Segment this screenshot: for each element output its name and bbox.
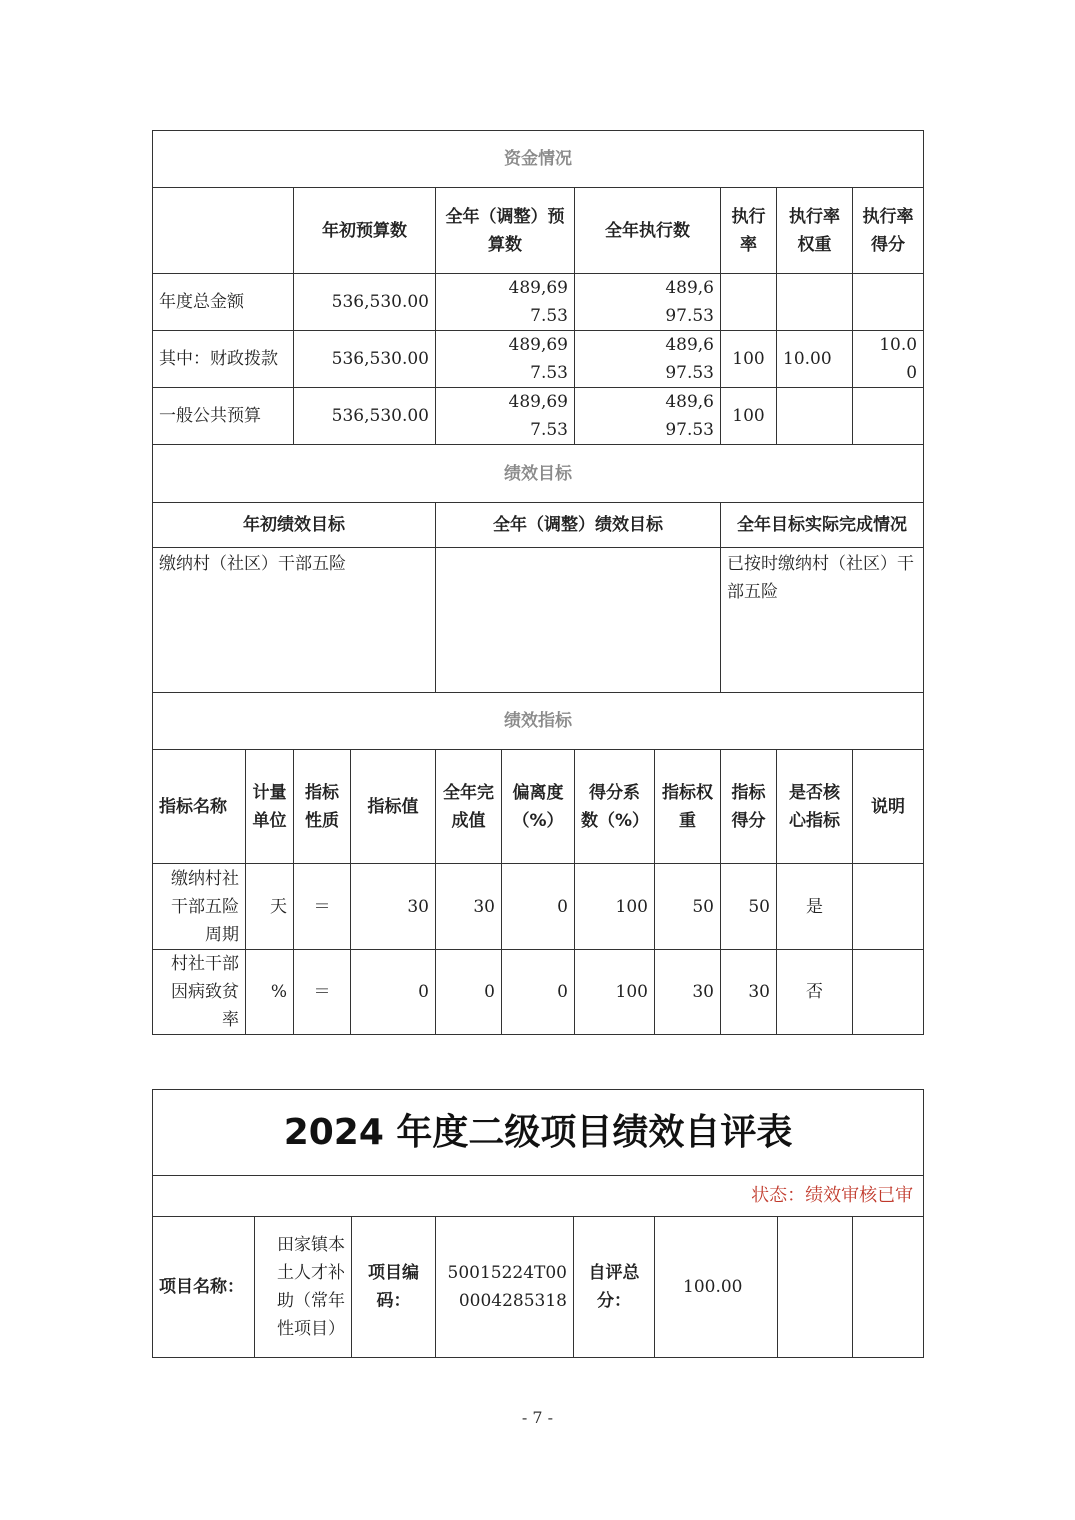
funds-row-weight: 10.00 (777, 331, 853, 388)
project-code-label: 项目编码： (352, 1217, 436, 1358)
table-row (153, 950, 924, 1035)
goals-header-initial: 年初绩效目标 (153, 503, 436, 548)
ind-row-note (853, 864, 924, 950)
indicators-section-title: 绩效指标 (153, 693, 924, 750)
funds-row-rate (721, 274, 777, 331)
funds-row-executed: 489,697.53 (575, 331, 721, 388)
project-code: 50015224T000004285318 (436, 1217, 574, 1358)
funds-row-initial: 536,530.00 (294, 274, 436, 331)
funds-row-weight (777, 388, 853, 445)
ind-header-completed: 全年完成值 (436, 750, 502, 864)
ind-row-completed: 0 (436, 950, 502, 1035)
funds-header-blank (153, 188, 294, 274)
blank-cell (853, 1217, 924, 1358)
ind-row-core: 否 (777, 950, 853, 1035)
ind-row-core: 是 (777, 864, 853, 950)
goals-adjusted (436, 548, 721, 693)
ind-row-value: 0 (351, 950, 436, 1035)
total-score: 100.00 (655, 1217, 778, 1358)
ind-row-deviation: 0 (502, 950, 575, 1035)
table-row (153, 274, 924, 331)
ind-header-name: 指标名称 (153, 750, 246, 864)
ind-row-unit: % (246, 950, 294, 1035)
ind-row-unit: 天 (246, 864, 294, 950)
funds-row-adjusted: 489,697.53 (436, 388, 575, 445)
ind-row-coef: 100 (575, 950, 655, 1035)
funds-row-rate: 100 (721, 331, 777, 388)
ind-row-name: 缴纳村社干部五险周期 (153, 864, 246, 950)
funds-row-label: 其中：财政拨款 (153, 331, 294, 388)
status-badge: 状态：绩效审核已审 (153, 1176, 924, 1217)
ind-row-deviation: 0 (502, 864, 575, 950)
funds-row-label: 一般公共预算 (153, 388, 294, 445)
ind-row-score: 50 (721, 864, 777, 950)
blank-cell (778, 1217, 853, 1358)
funds-header-weight: 执行率权重 (777, 188, 853, 274)
goals-actual: 已按时缴纳村（社区）干部五险 (721, 548, 924, 693)
ind-row-weight: 50 (655, 864, 721, 950)
funds-row-weight (777, 274, 853, 331)
ind-row-score: 30 (721, 950, 777, 1035)
evaluation-table (152, 130, 924, 1035)
table-row (153, 388, 924, 445)
funds-row-adjusted: 489,697.53 (436, 331, 575, 388)
funds-row-score (853, 274, 924, 331)
ind-header-nature: 指标性质 (294, 750, 351, 864)
funds-row-adjusted: 489,697.53 (436, 274, 575, 331)
ind-row-nature: ＝ (294, 950, 351, 1035)
funds-row-executed: 489,697.53 (575, 388, 721, 445)
funds-row-score (853, 388, 924, 445)
ind-header-score: 指标得分 (721, 750, 777, 864)
ind-header-coef: 得分系数（%） (575, 750, 655, 864)
form-title: 2024 年度二级项目绩效自评表 (153, 1090, 924, 1176)
ind-row-weight: 30 (655, 950, 721, 1035)
funds-section-title: 资金情况 (153, 131, 924, 188)
funds-row-initial: 536,530.00 (294, 388, 436, 445)
ind-header-note: 说明 (853, 750, 924, 864)
table-row (153, 864, 924, 950)
ind-row-name: 村社干部因病致贫率 (153, 950, 246, 1035)
ind-row-note (853, 950, 924, 1035)
goals-header-actual: 全年目标实际完成情况 (721, 503, 924, 548)
funds-row-label: 年度总金额 (153, 274, 294, 331)
ind-row-nature: ＝ (294, 864, 351, 950)
ind-header-unit: 计量单位 (246, 750, 294, 864)
ind-row-value: 30 (351, 864, 436, 950)
ind-row-completed: 30 (436, 864, 502, 950)
page-number: - 7 - (521, 1408, 554, 1427)
funds-row-score: 10.00 (853, 331, 924, 388)
funds-row-executed: 489,697.53 (575, 274, 721, 331)
ind-header-deviation: 偏离度（%） (502, 750, 575, 864)
funds-row-initial: 536,530.00 (294, 331, 436, 388)
ind-header-value: 指标值 (351, 750, 436, 864)
ind-header-core: 是否核心指标 (777, 750, 853, 864)
table-row (153, 331, 924, 388)
score-label: 自评总分： (574, 1217, 655, 1358)
goals-initial: 缴纳村（社区）干部五险 (153, 548, 436, 693)
goals-header-adjusted: 全年（调整）绩效目标 (436, 503, 721, 548)
ind-row-coef: 100 (575, 864, 655, 950)
funds-header-score: 执行率得分 (853, 188, 924, 274)
project-name: 田家镇本土人才补助（常年性项目） (255, 1217, 352, 1358)
self-evaluation-form (152, 1089, 924, 1358)
funds-header-rate: 执行率 (721, 188, 777, 274)
ind-header-weight: 指标权重 (655, 750, 721, 864)
project-name-label: 项目名称： (153, 1217, 255, 1358)
funds-header-adjusted: 全年（调整）预算数 (436, 188, 575, 274)
goals-section-title: 绩效目标 (153, 445, 924, 503)
funds-header-executed: 全年执行数 (575, 188, 721, 274)
funds-row-rate: 100 (721, 388, 777, 445)
funds-header-initial: 年初预算数 (294, 188, 436, 274)
